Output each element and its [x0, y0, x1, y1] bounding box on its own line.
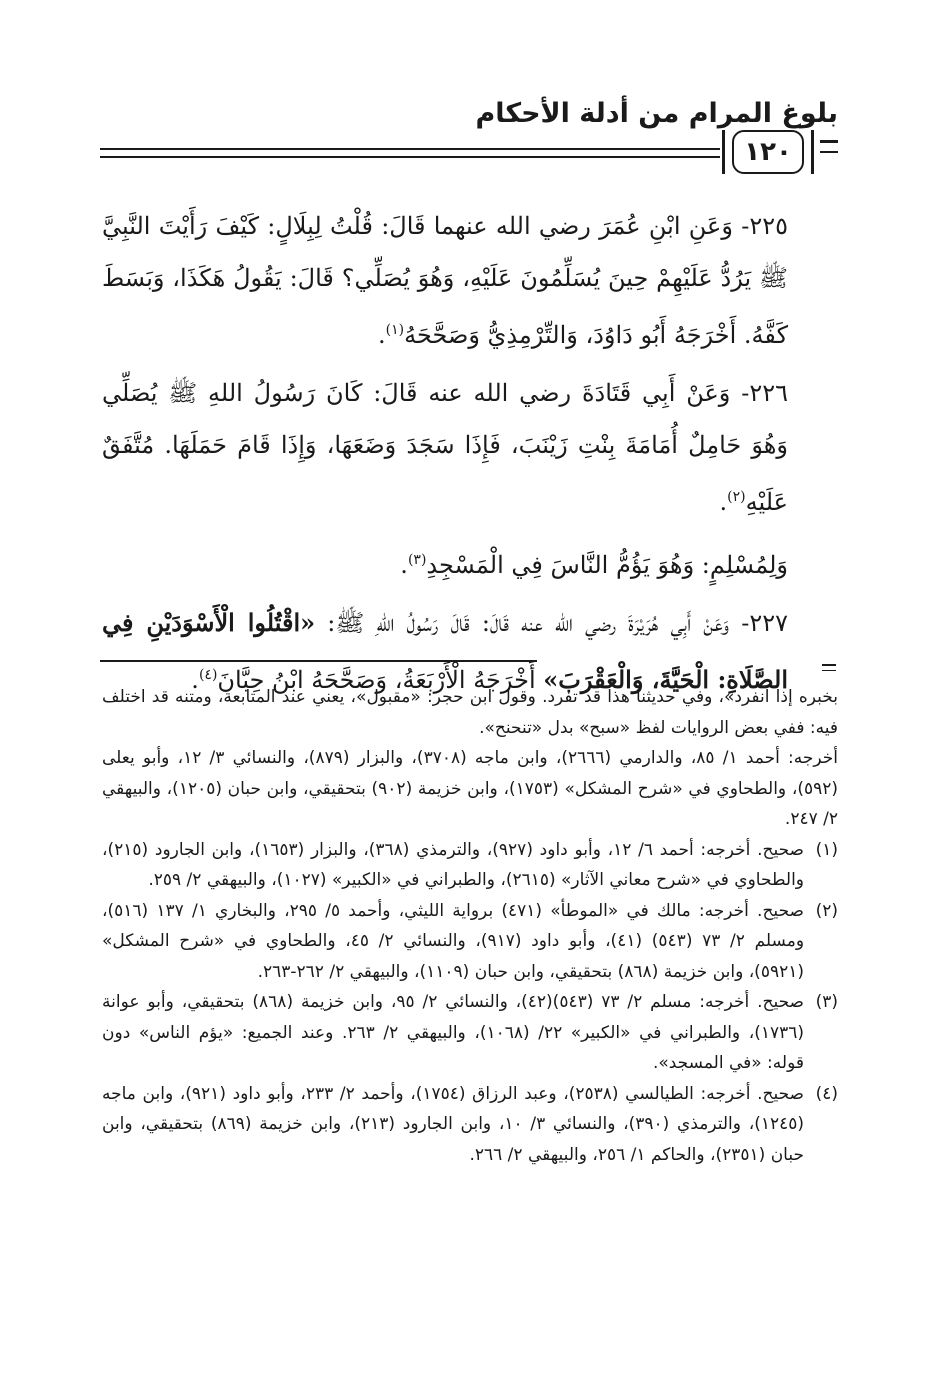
footnote-3	[102, 987, 838, 1079]
hadith-227-intro: ٢٢٧- وَعَنْ أَبِي هُرَيْرَةَ رضي الله عنه قَالَ: قَالَ رَسُولُ اللهِ ﷺ:	[315, 609, 788, 637]
footnote-1	[102, 835, 838, 896]
footnote-separator	[100, 660, 537, 662]
hadith-227-takhrij: أَخْرَجَهُ الْأَرْبَعَةُ، وَصَحَّحَهُ ابْنُ حِبَّانَ	[217, 666, 544, 694]
footnote-2-text: صحيح. أخرجه: مالك في «الموطأ» (٤٧١) برواية الليثي، وأحمد ٥/ ٢٩٥، والبخاري ١/ ١٣٧ (٥١٦)، ومسلم ٢/ ٧٣ (٥٤٣) (٤١)، وأبو داود (٩١٧)، والنسائي ٢/ ٤٥، والطحاوي في «شرح المشكل» (٥٩٢١)، وابن خزيمة (٨٦٨) بتحقيقي، وابن حبان (١١٠٩)، والبيهقي ٢/ ٢٦٢-٢٦٣.	[102, 900, 805, 982]
hadith-226-text: ٢٢٦- وَعَنْ أَبِي قَتَادَةَ رضي الله عنه قَالَ: كَانَ رَسُولُ اللهِ ﷺ يُصَلِّي وَهُوَ حَامِلٌ أُمَامَةَ بِنْتِ زَيْنَبَ، فَإِذَا سَجَدَ وَضَعَهَا، وَإِذَا قَامَ حَمَلَهَا. مُتَّفَقٌ عَلَيْهِ	[102, 379, 788, 516]
page-number-bar-left	[722, 130, 725, 174]
footnote-ref-4[interactable]: (٤)	[198, 667, 218, 683]
page-number-bar-right	[811, 130, 814, 174]
footnote-4-text: صحيح. أخرجه: الطيالسي (٢٥٣٨)، وعبد الرزاق (١٧٥٤)، وأحمد ٢/ ٢٣٣، وأبو داود (٩٢١)، وابن ماجه (١٢٤٥)، والترمذي (٣٩٠)، والنسائي ٣/ ١٠، وابن الجارود (٢١٣)، وابن خزيمة (٨٦٩) بتحقيقي، وابن حبان (٢٣٥١)، والحاكم ١/ ٢٥٦، والبيهقي ٢/ ٢٦٦.	[102, 1083, 804, 1165]
footnote-continued-1: بخبره إذا انفرد»، وفي حديثنا هذا قد تفرد. وقول ابن حجر: «مقبول»، يعني عند المتابعة، ومتنه قد اختلف فيه: ففي بعض الروايات لفظ «سبح» بدل «تنحنح».	[102, 687, 838, 738]
footnote-2	[102, 896, 838, 988]
hadith-227-quote: «اقْتُلُوا الْأَسْوَدَيْنِ فِي الصَّلَاةِ: الْحَيَّةَ، وَالْعَقْرَبَ»	[102, 608, 788, 694]
page-number-box	[732, 130, 804, 174]
footnote-2-number: (٢)	[815, 900, 838, 921]
footnote-3-number: (٣)	[815, 992, 838, 1012]
hadith-section	[102, 200, 838, 712]
header-rule-top	[100, 148, 720, 150]
hadith-225-text: ٢٢٥- وَعَنِ ابْنِ عُمَرَ رضي الله عنهما قَالَ: قُلْتُ لِبِلَالٍ: كَيْفَ رَأَيْتَ النَّبِيَّ ﷺ يَرُدُّ عَلَيْهِمْ حِينَ يُسَلِّمُونَ عَلَيْهِ، وَهُوَ يُصَلِّي؟ قَالَ: يَقُولُ هَكَذَا، وَبَسَطَ كَفَّهُ. أَخْرَجَهُ أَبُو دَاوُدَ، وَالتِّرْمِذِيُّ وَصَحَّحَهُ	[102, 212, 788, 349]
footnote-4-number: (٤)	[815, 1083, 838, 1104]
hadith-226-muslim: وَلِمُسْلِمٍ: وَهُوَ يَؤُمُّ النَّاسَ فِي الْمَسْجِدِ$^{(٣)}$.	[400, 551, 788, 579]
hadith-227: ٢٢٧- وَعَنْ أَبِي هُرَيْرَةَ رضي الله عنه قَالَ: قَالَ رَسُولُ اللهِ ﷺ: «اقْتُلُوا الْأَسْوَدَيْنِ فِي الصَّلَاةِ: الْحَيَّةَ، وَالْعَقْرَبَ» أَخْرَجَهُ الْأَرْبَعَةُ، وَصَحَّحَهُ ابْنُ حِبَّانَ$^{(٤)}$.	[102, 608, 788, 694]
footnotes	[102, 682, 838, 1170]
hadith-226-muslim-text: وَلِمُسْلِمٍ: وَهُوَ يَؤُمُّ النَّاسَ فِي الْمَسْجِدِ	[426, 551, 788, 579]
footnote-equals-mark	[822, 664, 836, 675]
footnote-1-text: صحيح. أخرجه: أحمد ٦/ ١٢، وأبو داود (٩٢٧)، والترمذي (٣٦٨)، والبزار (١٦٥٣)، وابن الجارود (٢١٥)، والطحاوي في «شرح معاني الآثار» (٢٦١٥)، والطبراني في «الكبير» (١٠٢٧)، والبيهقي ٢/ ٢٥٩.	[102, 839, 804, 890]
footnote-ref-3[interactable]: (٣)	[407, 552, 427, 568]
book-title: بلوغ المرام من أدلة الأحكام	[475, 98, 838, 129]
footnote-ref-1[interactable]: (١)	[385, 322, 405, 338]
footnote-ref-2[interactable]: (٢)	[727, 489, 746, 505]
hadith-225: ٢٢٥- وَعَنِ ابْنِ عُمَرَ رضي الله عنهما قَالَ: قُلْتُ لِبِلَالٍ: كَيْفَ رَأَيْتَ النَّبِيَّ ﷺ يَرُدُّ عَلَيْهِمْ حِينَ يُسَلِّمُونَ عَلَيْهِ، وَهُوَ يُصَلِّي؟ قَالَ: يَقُولُ هَكَذَا، وَبَسَطَ كَفَّهُ. أَخْرَجَهُ أَبُو دَاوُدَ، وَالتِّرْمِذِيُّ وَصَحَّحَهُ$^{(١)}$.	[102, 212, 788, 349]
header-rule-bottom	[100, 156, 720, 158]
footnote-1-number: (١)	[815, 839, 838, 860]
hadith-226: ٢٢٦- وَعَنْ أَبِي قَتَادَةَ رضي الله عنه قَالَ: كَانَ رَسُولُ اللهِ ﷺ يُصَلِّي وَهُوَ حَامِلٌ أُمَامَةَ بِنْتِ زَيْنَبَ، فَإِذَا سَجَدَ وَضَعَهَا، وَإِذَا قَامَ حَمَلَهَا. مُتَّفَقٌ عَلَيْهِ$^{(٢)}$.	[102, 379, 788, 516]
footnote-continued-2: أخرجه: أحمد ١/ ٨٥، والدارمي (٢٦٦٦)، وابن ماجه (٣٧٠٨)، والبزار (٨٧٩)، والنسائي ٣/ ١٢، وأبو يعلى (٥٩٢)، والطحاوي في «شرح المشكل» (١٧٥٣)، وابن خزيمة (٩٠٢) بتحقيقي، وابن حبان (١٢٠٥)، والبيهقي ٢/ ٢٤٧.	[102, 748, 839, 829]
footnote-4	[102, 1079, 838, 1171]
page-number: ١٢٠	[744, 137, 792, 167]
footnote-3-text: صحيح. أخرجه: مسلم ٢/ ٧٣ (٥٤٣)(٤٢)، والنسائي ٢/ ٩٥، وابن خزيمة (٨٦٨) بتحقيقي، وأبو عوانة (١٧٣٦)، والطبراني في «الكبير» ٢٢/ (١٠٦٨)، والبيهقي ٢/ ٢٦٣. وعند الجميع: «يؤم الناس» دون قوله: «في المسجد».	[102, 992, 805, 1073]
header-equals-mark	[820, 140, 838, 161]
